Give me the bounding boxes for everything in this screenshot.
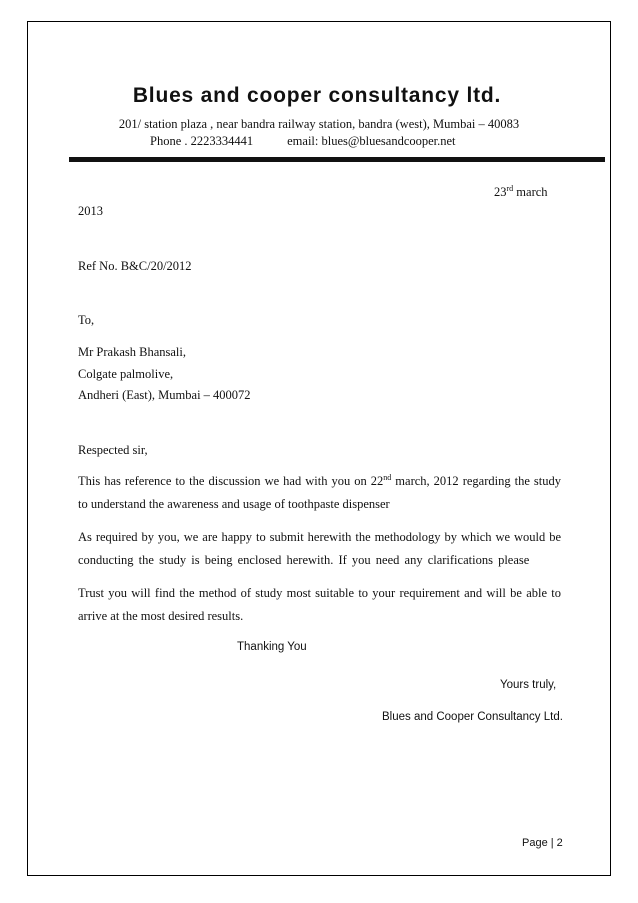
phone-number: Phone . 2223334441 bbox=[150, 134, 254, 148]
paragraph-3-line-1: Trust you will find the method of study most suitable to your requirement and will be able to bbox=[78, 586, 561, 600]
date-day-month bbox=[494, 185, 548, 200]
signatory-company: Blues and Cooper Consultancy Ltd. bbox=[382, 711, 563, 723]
greeting: Respected sir, bbox=[78, 443, 148, 457]
recipient-company: Colgate palmolive, bbox=[78, 367, 174, 381]
email-address: email: blues@bluesandcooper.net bbox=[287, 134, 456, 148]
p1-text-a: This has reference to the discussion we had with you on 22 bbox=[78, 474, 384, 488]
paragraph-2-line-1: As required by you, we are happy to submit herewith the methodology by which we would be bbox=[78, 530, 561, 544]
company-name: Blues and cooper consultancy ltd. bbox=[132, 84, 502, 107]
date-day: 23 bbox=[494, 185, 507, 199]
header-rule bbox=[69, 157, 605, 162]
contact-line bbox=[150, 134, 456, 149]
paragraph-1-line-1 bbox=[78, 474, 561, 489]
paragraph-3-line-2: arrive at the most desired results. bbox=[78, 609, 244, 623]
p1-sup: nd bbox=[383, 473, 392, 482]
recipient-to: To, bbox=[78, 313, 95, 327]
page-number: Page | 2 bbox=[522, 837, 563, 849]
recipient-address: Andheri (East), Mumbai – 400072 bbox=[78, 388, 251, 402]
thanking-you: Thanking You bbox=[237, 641, 307, 653]
date-suffix: rd bbox=[506, 184, 514, 193]
company-address: 201/ station plaza , near bandra railway station, bandra (west), Mumbai – 40083 bbox=[118, 117, 520, 131]
p1-text-b: march, 2012 regarding the study bbox=[391, 474, 561, 488]
yours-truly: Yours truly, bbox=[500, 679, 557, 691]
date-year: 2013 bbox=[78, 204, 103, 218]
paragraph-1-line-2-text: to understand the awareness and usage of toothpaste dispenser bbox=[78, 497, 390, 511]
reference-number: Ref No. B&C/20/2012 bbox=[78, 259, 192, 273]
date-month: march bbox=[516, 185, 548, 199]
paragraph-2-line-2: conducting the study is being enclosed herewith. If you need any clarifications please bbox=[78, 553, 530, 567]
recipient-name: Mr Prakash Bhansali, bbox=[78, 345, 186, 359]
